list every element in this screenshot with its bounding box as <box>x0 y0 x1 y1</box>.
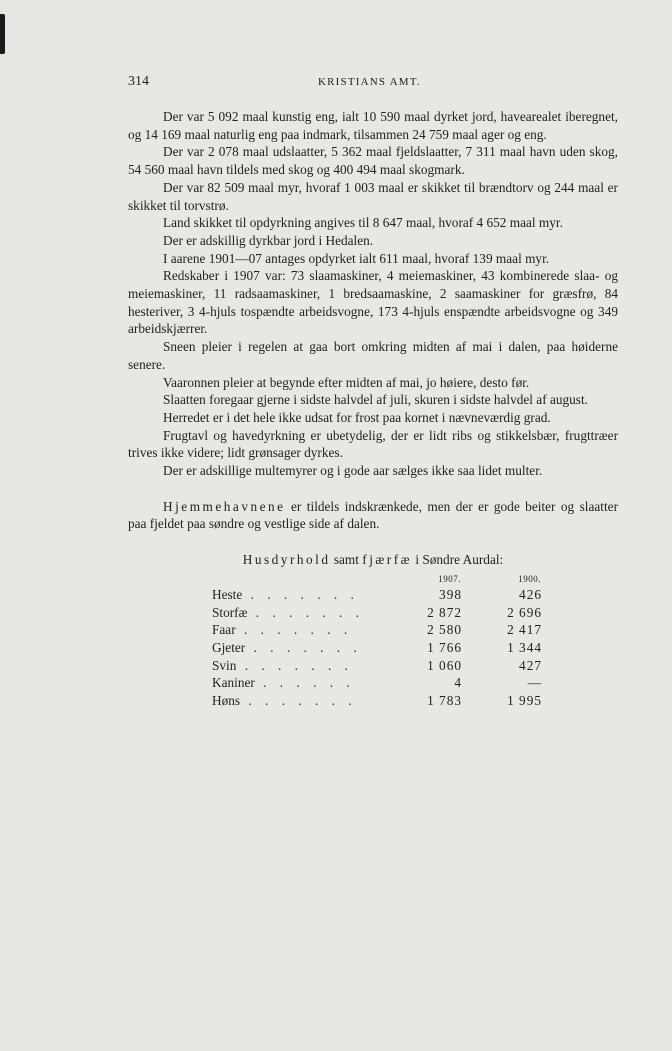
paragraph: Slaatten foregaar gjerne i sidste halvdel af juli, skuren i sidste halvdel af august. <box>163 392 589 408</box>
value-1900: 1 344 <box>507 639 542 655</box>
document-page <box>128 74 618 709</box>
paragraph: Vaaronnen pleier at begynde efter midten af mai, jo høiere, desto før. <box>163 374 530 390</box>
leader-dots: . . . . . . <box>254 675 355 691</box>
paragraph: Land skikket til opdyrkning angives til 8 647 maal, hvoraf 4 652 maal myr. <box>163 215 563 231</box>
value-1907: 2 872 <box>427 604 462 620</box>
pasture-paragraph <box>128 498 618 533</box>
title-fjaerfae: fjærfæ <box>362 552 413 568</box>
paragraph: Sneen pleier i regelen at gaa bort omkring midten af mai i dalen, paa høiderne senere. <box>128 339 618 372</box>
leader-dots: . . . . . . . <box>242 587 359 603</box>
value-1900: 1 995 <box>507 692 542 708</box>
binding-mark <box>0 14 5 54</box>
year-1907-header: 1907. <box>438 574 461 585</box>
animal-name: Gjeter <box>212 639 246 655</box>
paragraph: Der var 82 509 maal myr, hvoraf 1 003 maal er skikket til brændtorv og 244 maal er skikket til torvstrø. <box>128 179 618 213</box>
animal-name: Heste <box>212 587 243 603</box>
paragraph: Der var 5 092 maal kunstig eng, ialt 10 590 maal dyrket jord, havearealet iberegnet, og 14 169 maal naturlig eng paa indmark, tilsammen 24 759 maal ager og eng. <box>128 109 618 142</box>
pasture-lead: Hjemmehavnene <box>163 498 286 514</box>
table-row <box>212 604 542 622</box>
leader-dots: . . . . . . . <box>235 622 353 638</box>
table-row <box>212 674 542 692</box>
paragraph: Redskaber i 1907 var: 73 slaamaskiner, 4 meiemaskiner, 43 kombinerede slaa- og meiemaskiner, 11 radsaamaskiner, 1 bredsaamaskine, 2 saamaskiner for græsfrø, 84 hesteriver, 3 4-hjuls tospændte arbeidsvogne, 173 4-hjuls enspændte arbeidsvogne og 349 arbeidskjærrer. <box>128 268 618 337</box>
paragraph: Der er adskillig dyrkbar jord i Hedalen. <box>163 232 374 248</box>
animal-name: Faar <box>212 622 236 638</box>
value-1907: 2 580 <box>427 622 462 638</box>
leader-dots: . . . . . . . <box>245 639 362 655</box>
table-row <box>212 639 542 657</box>
title-location: i Søndre Aurdal: <box>412 552 504 568</box>
table-row <box>212 692 542 710</box>
title-husdyrhold: Husdyrhold <box>242 552 331 568</box>
paragraph: Frugtavl og havedyrkning er ubetydelig, der er lidt ribs og stikkelsbær, frugttræer trives ikke videre; lidt grønsager dyrkes. <box>128 427 618 461</box>
year-1900-header: 1900. <box>518 574 541 585</box>
value-1900: 2 696 <box>507 604 542 620</box>
table-header-row <box>212 572 542 586</box>
value-1900: 2 417 <box>507 622 542 638</box>
paragraph: I aarene 1901—07 antages opdyrket ialt 611 maal, hvoraf 139 maal myr. <box>163 250 550 266</box>
livestock-table-title <box>128 552 618 568</box>
pasture-text: er tildels indskrænkede, men der er gode beiter og slaatter paa fjeldet paa søndre og vestlige side af dalen. <box>128 498 618 532</box>
value-1907: 398 <box>439 587 462 603</box>
livestock-table <box>212 572 542 709</box>
title-samt: samt <box>330 552 363 568</box>
animal-name: Storfæ <box>212 604 248 620</box>
animal-name: Høns <box>212 692 241 708</box>
paragraph: Herredet er i det hele ikke udsat for frost paa kornet i nævneværdig grad. <box>163 409 551 425</box>
animal-name: Svin <box>212 657 237 673</box>
paragraph: Der er adskillige multemyrer og i gode aar sælges ikke saa lidet multer. <box>163 463 543 479</box>
page-number: 314 <box>128 74 149 89</box>
table-row <box>212 621 542 639</box>
value-1900: 427 <box>519 657 542 673</box>
body-text <box>128 108 618 533</box>
leader-dots: . . . . . . . <box>236 657 353 673</box>
leader-dots: . . . . . . . <box>240 692 357 708</box>
value-1907: 1 060 <box>427 657 462 673</box>
table-row <box>212 657 542 675</box>
value-1907: 4 <box>454 675 462 691</box>
value-1900: 426 <box>519 587 542 603</box>
blank-header <box>212 572 402 586</box>
running-title: KRISTIANS AMT. <box>318 76 421 88</box>
paragraph: Der var 2 078 maal udslaatter, 5 362 maal fjeldslaatter, 7 311 maal havn uden skog, 54 560 maal havn tildels med skog og 400 494 maal skogmark. <box>128 144 618 178</box>
value-1907: 1 766 <box>427 639 462 655</box>
page-header <box>128 74 618 96</box>
section-gap <box>128 480 618 498</box>
leader-dots: . . . . . . . <box>247 604 365 620</box>
value-1900: — <box>527 675 542 691</box>
animal-name: Kaniner <box>212 675 255 691</box>
table-row <box>212 586 542 604</box>
value-1907: 1 783 <box>427 692 462 708</box>
